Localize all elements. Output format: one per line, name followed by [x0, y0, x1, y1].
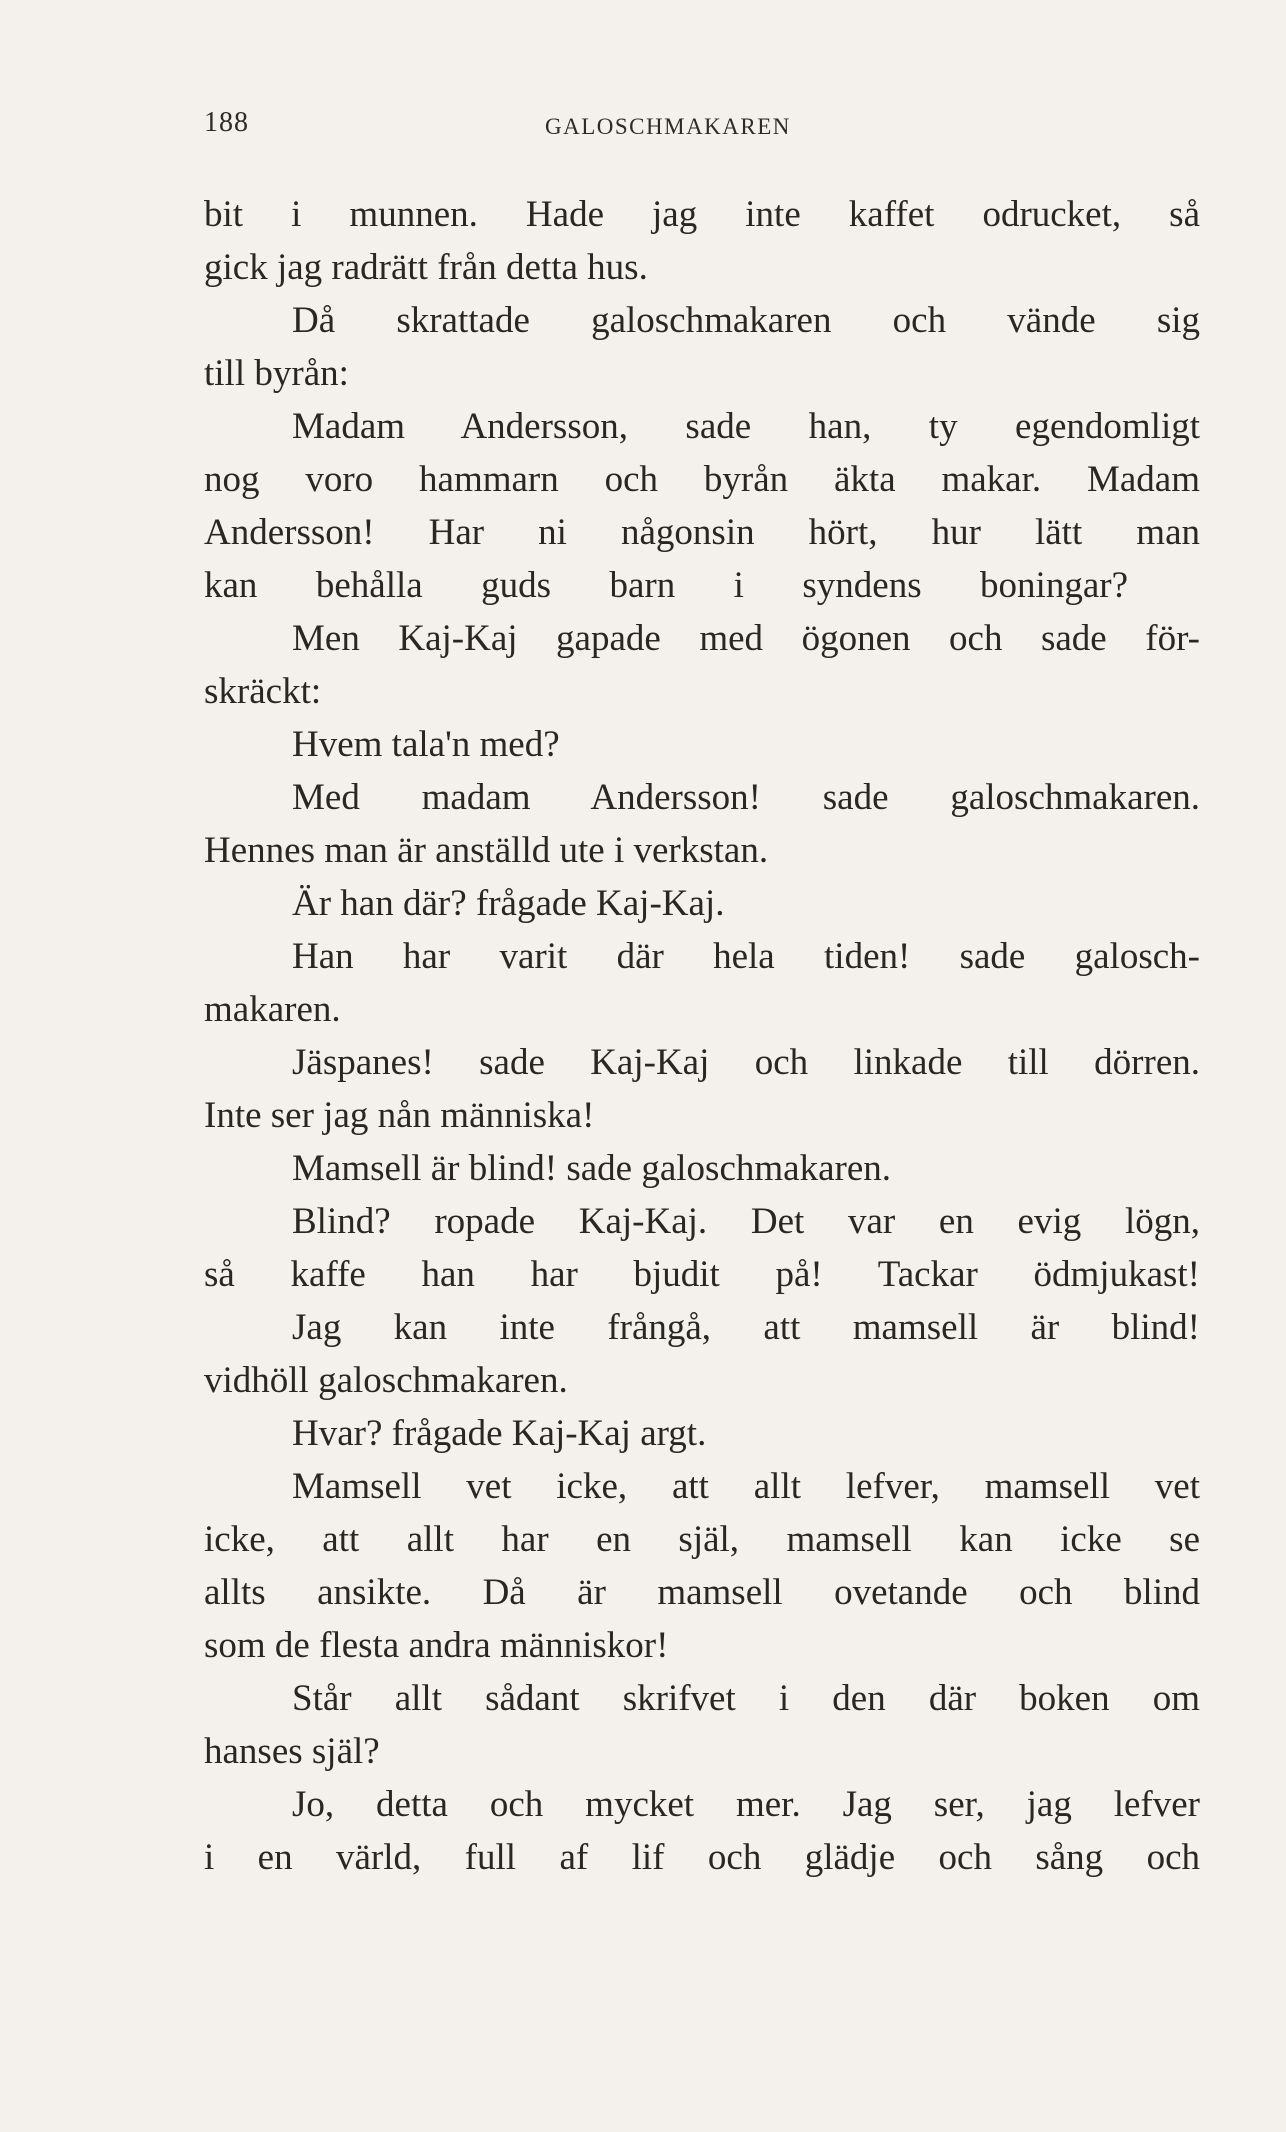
- text-line: Blind? ropade Kaj-Kaj. Det var en evig lögn,: [292, 1201, 1200, 1242]
- text-line: i en värld, full af lif och glädje och sång och: [204, 1837, 1200, 1878]
- page-number: 188: [204, 107, 249, 138]
- text-line: gick jag radrätt från detta hus.: [204, 247, 648, 288]
- text-line: Andersson! Har ni någonsin hört, hur lätt man: [204, 512, 1200, 553]
- text-line: icke, att allt har en själ, mamsell kan icke se: [204, 1519, 1200, 1560]
- text-line: Jo, detta och mycket mer. Jag ser, jag lefver: [292, 1784, 1200, 1825]
- text-line: hanses själ?: [204, 1731, 380, 1772]
- text-line: Är han där? frågade Kaj-Kaj.: [292, 883, 725, 924]
- running-head: GALOSCHMAKAREN: [545, 114, 791, 139]
- text-line: bit i munnen. Hade jag inte kaffet odrucket, så: [204, 194, 1200, 235]
- text-line: som de flesta andra människor!: [204, 1625, 669, 1666]
- text-line: makaren.: [204, 989, 341, 1030]
- text-line: kan behålla guds barn i syndens boningar?: [204, 565, 1128, 606]
- text-line: Madam Andersson, sade han, ty egendomligt: [292, 406, 1200, 447]
- text-line: Då skrattade galoschmakaren och vände sig: [292, 300, 1200, 341]
- text-line: så kaffe han har bjudit på! Tackar ödmjukast!: [204, 1254, 1200, 1295]
- text-line: Hennes man är anställd ute i verkstan.: [204, 830, 769, 871]
- text-line: Hvar? frågade Kaj-Kaj argt.: [292, 1413, 707, 1454]
- text-line: Jag kan inte frångå, att mamsell är blind!: [292, 1307, 1200, 1348]
- text-line: nog voro hammarn och byrån äkta makar. Madam: [204, 459, 1200, 500]
- text-line: Han har varit där hela tiden! sade galosch-: [292, 936, 1200, 977]
- text-line: Står allt sådant skrifvet i den där boken om: [292, 1678, 1200, 1719]
- text-line: till byrån:: [204, 353, 349, 394]
- text-line: Jäspanes! sade Kaj-Kaj och linkade till dörren.: [292, 1042, 1200, 1083]
- text-line: vidhöll galoschmakaren.: [204, 1360, 568, 1401]
- text-line: Inte ser jag nån människa!: [204, 1095, 595, 1136]
- text-line: Men Kaj-Kaj gapade med ögonen och sade för-: [292, 618, 1200, 659]
- text-line: Med madam Andersson! sade galoschmakaren.: [292, 777, 1200, 818]
- text-line: Mamsell är blind! sade galoschmakaren.: [292, 1148, 891, 1189]
- text-line: Hvem tala'n med?: [292, 724, 560, 765]
- text-line: Mamsell vet icke, att allt lefver, mamsell vet: [292, 1466, 1200, 1507]
- text-line: allts ansikte. Då är mamsell ovetande och blind: [204, 1572, 1200, 1613]
- text-line: skräckt:: [204, 671, 322, 712]
